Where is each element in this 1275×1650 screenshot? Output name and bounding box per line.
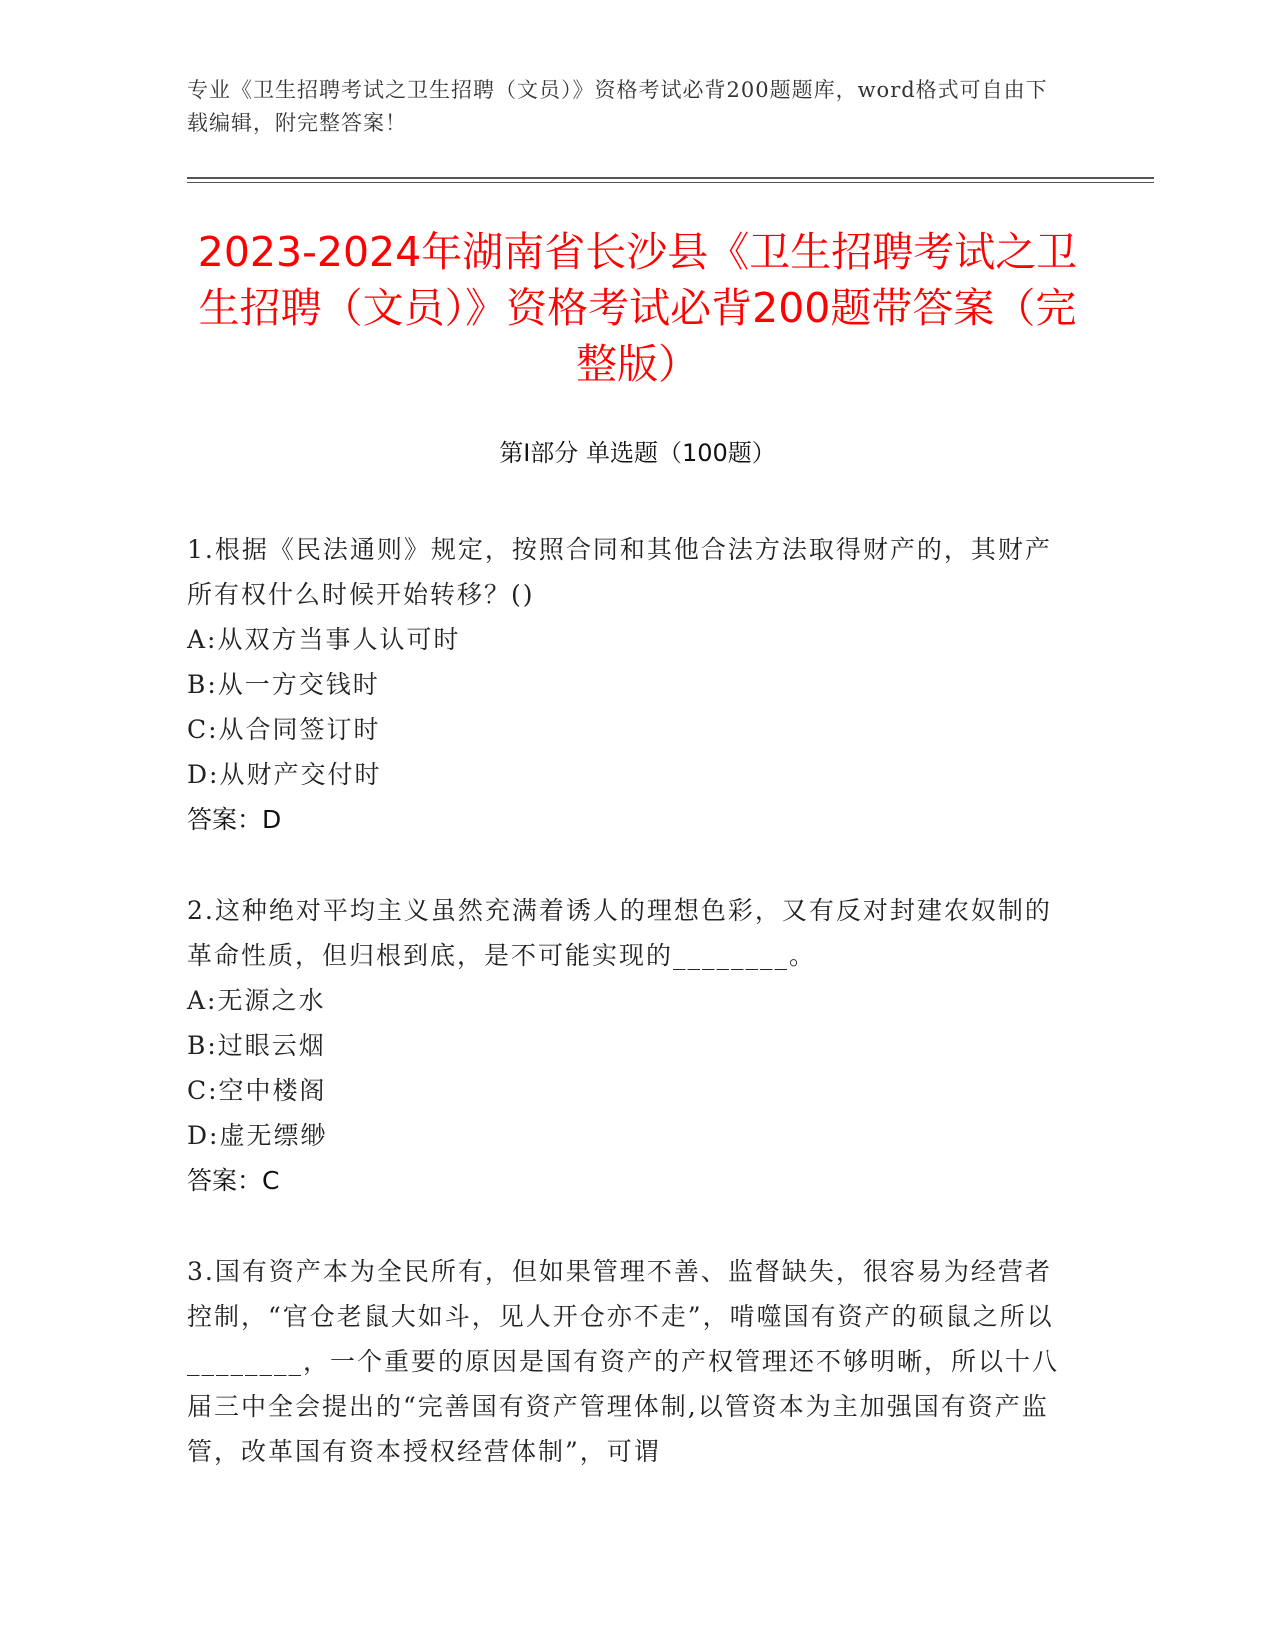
option-a: A:从双方当事人认可时: [187, 625, 461, 654]
document-header-note: 专业《卫生招聘考试之卫生招聘（文员）》资格考试必背200题题库，word格式可自由下载编辑，附完整答案！: [187, 78, 1048, 135]
question-stem: 2.这种绝对平均主义虽然充满着诱人的理想色彩，又有反对封建农奴制的革命性质，但归根到底，是不可能实现的________。: [187, 896, 1052, 970]
option-b: B:从一方交钱时: [187, 670, 380, 699]
section-heading: 第Ⅰ部分 单选题（100题）: [499, 439, 776, 467]
question-1: [187, 527, 1067, 842]
question-stem: 1.根据《民法通则》规定，按照合同和其他合法方法取得财产的，其财产所有权什么时候开始转移？(): [187, 535, 1052, 609]
answer-label: 答案：D: [187, 805, 282, 834]
question-list: [187, 527, 1067, 1520]
header-divider-thin: [187, 182, 1154, 183]
option-c: C:从合同签订时: [187, 715, 381, 744]
header-divider-thick: [187, 177, 1154, 179]
document-title: 2023-2024年湖南省长沙县《卫生招聘考试之卫生招聘（文员）》资格考试必背200题带答案（完整版）: [197, 228, 1078, 388]
option-c: C:空中楼阁: [187, 1076, 327, 1105]
option-a: A:无源之水: [187, 986, 326, 1015]
question-3: [187, 1249, 1067, 1474]
option-d: D:虚无缥缈: [187, 1121, 328, 1150]
option-d: D:从财产交付时: [187, 760, 382, 789]
question-stem: 3.国有资产本为全民所有，但如果管理不善、监督缺失，很容易为经营者控制，“官仓老鼠大如斗，见人开仓亦不走”，啃噬国有资产的硕鼠之所以________，一个重要的原因是国有资产的产权管理还不够明晰，所以十八届三中全会提出的“完善国有资产管理体制,以管资本为主加强国有资产监管，改革国有资本授权经营体制”，可谓: [187, 1257, 1060, 1466]
answer-label: 答案：C: [187, 1166, 280, 1195]
option-b: B:过眼云烟: [187, 1031, 326, 1060]
question-2: [187, 888, 1067, 1203]
